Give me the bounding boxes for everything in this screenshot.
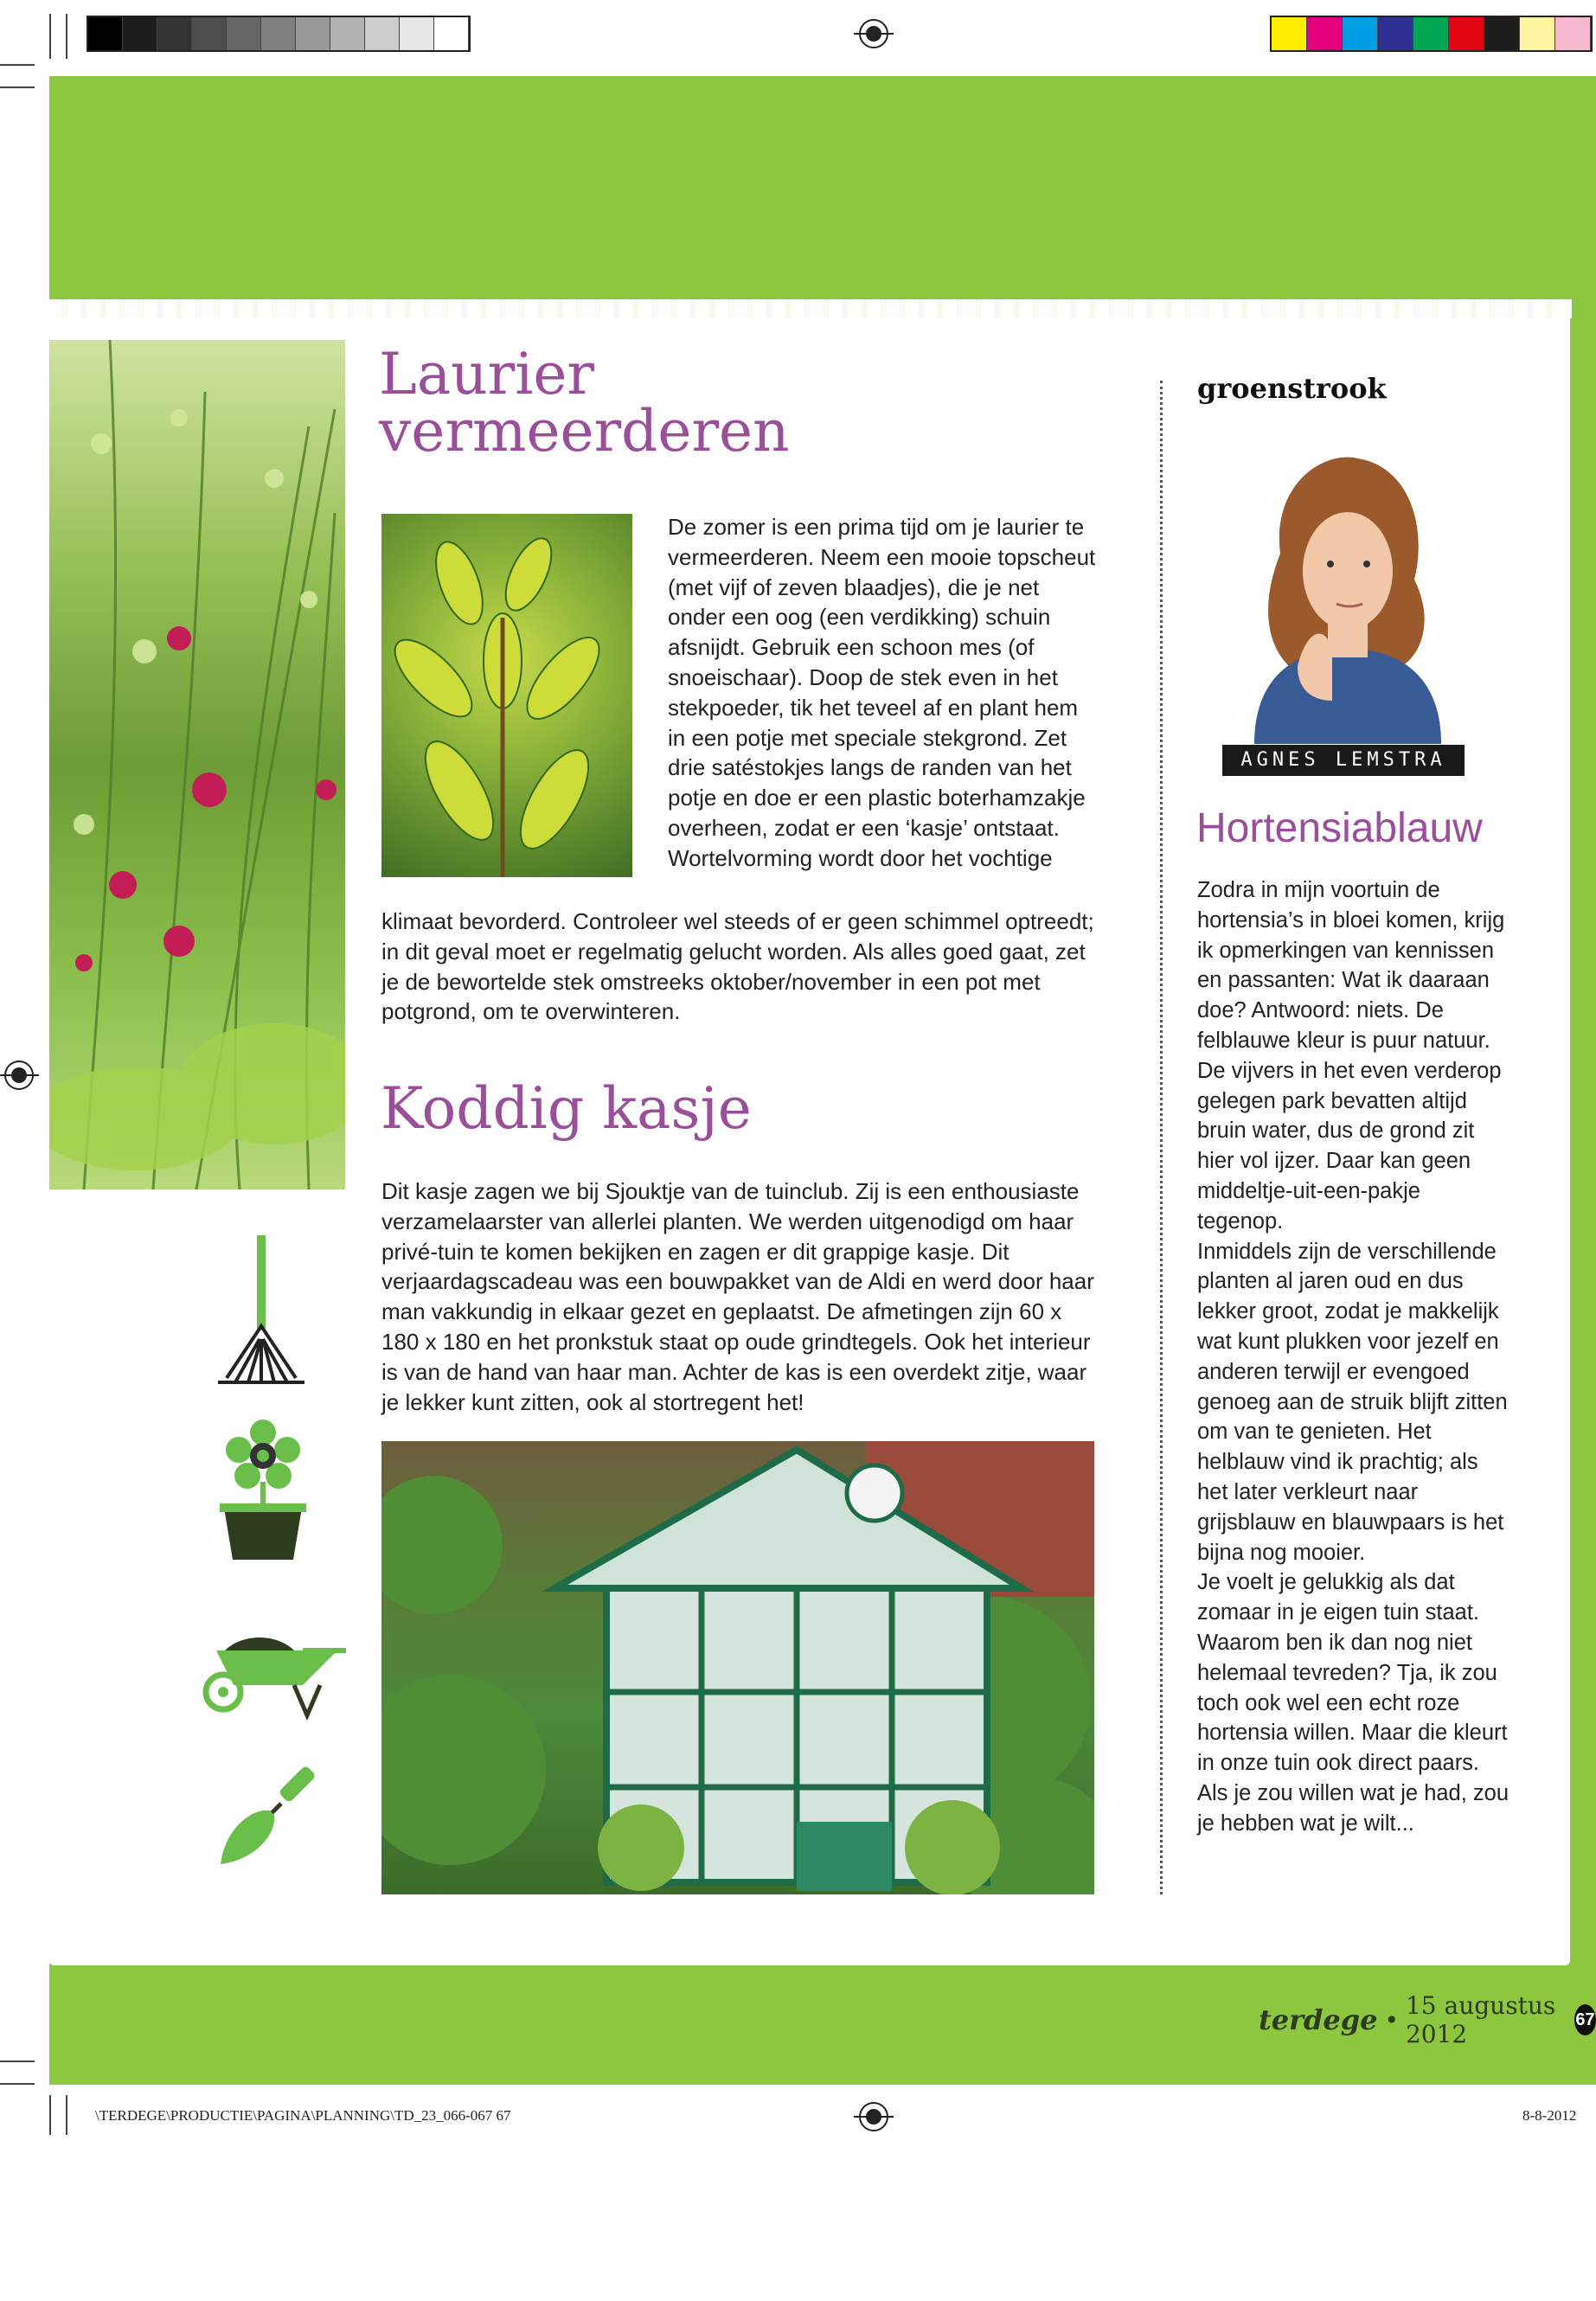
footer-separator: •: [1384, 2005, 1399, 2035]
print-slug-path: \TERDEGE\PRODUCTIE\PAGINA\PLANNING\TD_23_066-067 67: [95, 2107, 511, 2124]
crop-mark: [0, 2061, 35, 2062]
gray-swatch: [434, 17, 469, 50]
gray-swatch: [123, 17, 157, 50]
column-paragraph: Je voelt je gelukkig als dat zomaar in je eigen tuin staat. Waarom ben ik dan nog niet helemaal tevreden? Tja, ik zou toch ook wel een echt roze hortensia willen. Maar die kleurt in onze tuin ook direct paars. Als je zou willen wat je had, zou je hebben wat je wilt...: [1197, 1570, 1509, 1836]
author-portrait: [1246, 450, 1445, 744]
color-swatch: [1307, 17, 1343, 50]
color-calibration-bar: [1270, 16, 1593, 52]
column-body: [1197, 875, 1510, 1839]
column-title: Hortensiablauw: [1196, 805, 1483, 851]
laurier-body-wrapped: De zomer is een prima tijd om je laurier te vermeerderen. Neem een mooie topscheut (met vijf of zeven blaadjes), die je net onder een oog (een verdikking) schuin afsnijdt. Gebruik een schoon mes (of snoeischaar). Doop de stek even in het stekpoeder, tik het teveel af en plant hem in een potje met speciale stekgrond. Zet drie satéstokjes langs de randen van het potje en doe er een plastic boterhamzakje overheen, zodat er een ‘kasje’ ontstaat. Wortelvorming wordt door het vochtige: [668, 514, 1096, 871]
registration-mark-icon: [859, 2102, 888, 2131]
crop-mark: [49, 2095, 51, 2135]
gray-swatch: [157, 17, 192, 50]
greenhouse-photo: [381, 1441, 1094, 1894]
gray-swatch: [88, 17, 123, 50]
color-swatch: [1449, 17, 1484, 50]
print-slug-date: 8-8-2012: [1522, 2107, 1577, 2124]
issue-date: 15 augustus 2012: [1405, 1991, 1556, 2048]
column-paragraph: Inmiddels zijn de verschillende planten al jaren oud en dus lekker groot, zodat je makkelijk wat kunt plukken voor jezelf en anderen terwijl er evengoed genoeg aan de struik blijft zitten om van te genieten. Het helblauw vind ik prachtig; als het later verkleurt naar grijsblauw en blauwpaars is het bijna nog mooier.: [1197, 1239, 1508, 1565]
gray-swatch: [330, 17, 365, 50]
registration-mark-icon: [4, 1061, 34, 1090]
gray-swatch: [261, 17, 296, 50]
flower-pot-icon: [220, 1417, 306, 1564]
color-swatch: [1378, 17, 1413, 50]
color-swatch: [1520, 17, 1555, 50]
color-swatch: [1555, 17, 1591, 50]
color-swatch: [1343, 17, 1378, 50]
page-number: 67: [1574, 2004, 1596, 2035]
color-swatch: [1413, 17, 1449, 50]
crop-mark: [0, 2083, 35, 2085]
registration-mark-icon: [859, 19, 888, 48]
crop-mark: [49, 14, 51, 59]
laurier-title: Laurier vermeerderen: [379, 341, 790, 465]
green-header-band: [49, 76, 1596, 310]
wheelbarrow-icon: [199, 1633, 346, 1720]
color-swatch: [1272, 17, 1307, 50]
crop-mark: [66, 14, 67, 59]
garden-photo: [49, 340, 345, 1189]
gray-swatch: [365, 17, 400, 50]
gray-swatch: [400, 17, 434, 50]
gray-calibration-bar: [87, 16, 471, 52]
crop-mark: [0, 64, 35, 66]
rake-icon: [209, 1235, 313, 1387]
gray-swatch: [192, 17, 227, 50]
trowel-icon: [216, 1760, 324, 1868]
koddig-title: Koddig kasje: [381, 1075, 752, 1142]
magazine-logo: terdege: [1259, 2003, 1378, 2036]
column-paragraph: Zodra in mijn voortuin de hortensia’s in bloei komen, krijg ik opmerkingen van kennissen en passanten: Wat ik daaraan doe? Antwoord: niets. De felblauwe kleur is puur natuur. De vijvers in het even verderop gelegen park bevatten altijd bruin water, dus de grond zit hier vol ijzer. Daar kan geen middeltje-uit-een-pakje tegenop.: [1197, 878, 1505, 1234]
gray-swatch: [227, 17, 261, 50]
laurier-body: klimaat bevorderd. Controleer wel steeds of er geen schimmel optreedt; in dit geval moet er regelmatig gelucht worden. Als alles goed gaat, zet je de bewortelde stek omstreeks oktober/november in een pot met potgrond, om te overwinteren.: [381, 908, 1094, 1025]
gray-swatch: [296, 17, 330, 50]
crop-mark: [0, 87, 35, 88]
author-name-tag: AGNES LEMSTRA: [1222, 745, 1465, 776]
page-footer: [1259, 1991, 1596, 2048]
section-label: groenstrook: [1197, 372, 1387, 405]
crop-mark: [66, 2095, 67, 2135]
torn-paper-edge: [49, 299, 1572, 318]
color-swatch: [1484, 17, 1520, 50]
bay-laurel-photo: [381, 514, 632, 877]
koddig-body: Dit kasje zagen we bij Sjouktje van de tuinclub. Zij is een enthousiaste verzamelaarster van allerlei planten. We werden uitgenodigd om haar privé-tuin te komen bekijken en zagen er dit grappige kasje. Dit verjaardagscadeau was een bouwpakket van de Aldi en werd door haar man vakkundig in elkaar gezet en geplaatst. De afmetingen zijn 60 x 180 x 180 en het pronkstuk staat op oude grindtegels. Ook het interieur is van de hand van haar man. Achter de kas is een overdekt zitje, waar je lekker kunt zitten, ook al stortregent het!: [381, 1178, 1094, 1415]
column-divider: [1160, 381, 1163, 1894]
green-right-band: [1567, 294, 1596, 1981]
